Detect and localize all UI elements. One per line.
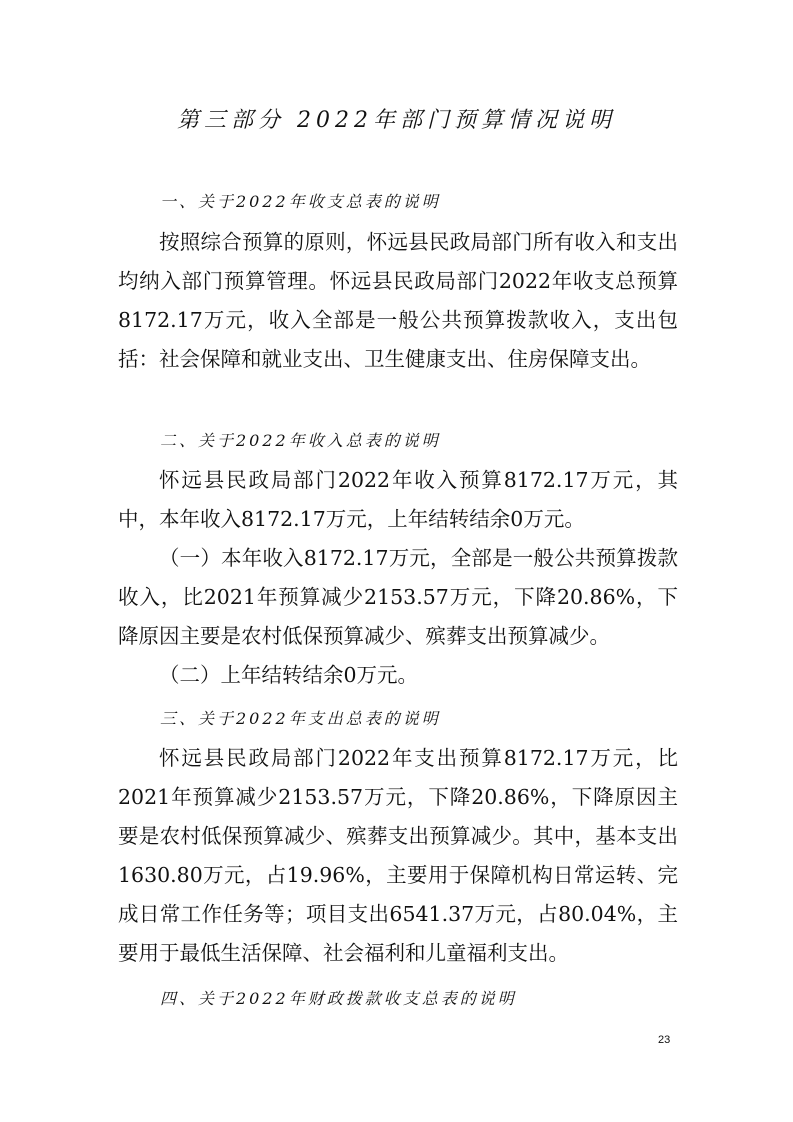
section-heading-2: 二、关于2022年收入总表的说明	[160, 431, 441, 450]
section-heading-4: 四、关于2022年财政拨款收支总表的说明	[160, 989, 517, 1008]
section-heading-3: 三、关于2022年支出总表的说明	[160, 709, 441, 728]
paragraph-3-1: 怀远县民政局部门2022年支出预算8172.17万元，比2021年预算减少2153.57万元，下降20.86%，下降原因主要是农村低保预算减少、殡葬支出预算减少。其中，基本支出1630.80万元，占19.96%，主要用于保障机构日常运转、完成日常工作任务等；项目支出6541.37万元，占80.04%，主要用于最低生活保障、社会福利和儿童福利支出。	[118, 746, 678, 965]
section-heading-1: 一、关于2022年收支总表的说明	[160, 192, 441, 211]
paragraph-2-3: （二）上年结转结余0万元。	[159, 663, 419, 687]
paragraph-1-1: 按照综合预算的原则，怀远县民政局部门所有收入和支出均纳入部门预算管理。怀远县民政局部门2022年收支总预算8172.17万元，收入全部是一般公共预算拨款收入，支出包括：社会保障和就业支出、卫生健康支出、住房保障支出。	[118, 230, 678, 371]
paragraph-2-2: （一）本年收入8172.17万元，全部是一般公共预算拨款收入，比2021年预算减少2153.57万元，下降20.86%，下降原因主要是农村低保预算减少、殡葬支出预算减少。	[118, 546, 678, 648]
page-title: 第三部分 2022年部门预算情况说明	[177, 108, 616, 133]
page-number: 23	[658, 1034, 671, 1046]
paragraph-2-1: 怀远县民政局部门2022年收入预算8172.17万元，其中，本年收入8172.17万元，上年结转结余0万元。	[118, 468, 678, 531]
